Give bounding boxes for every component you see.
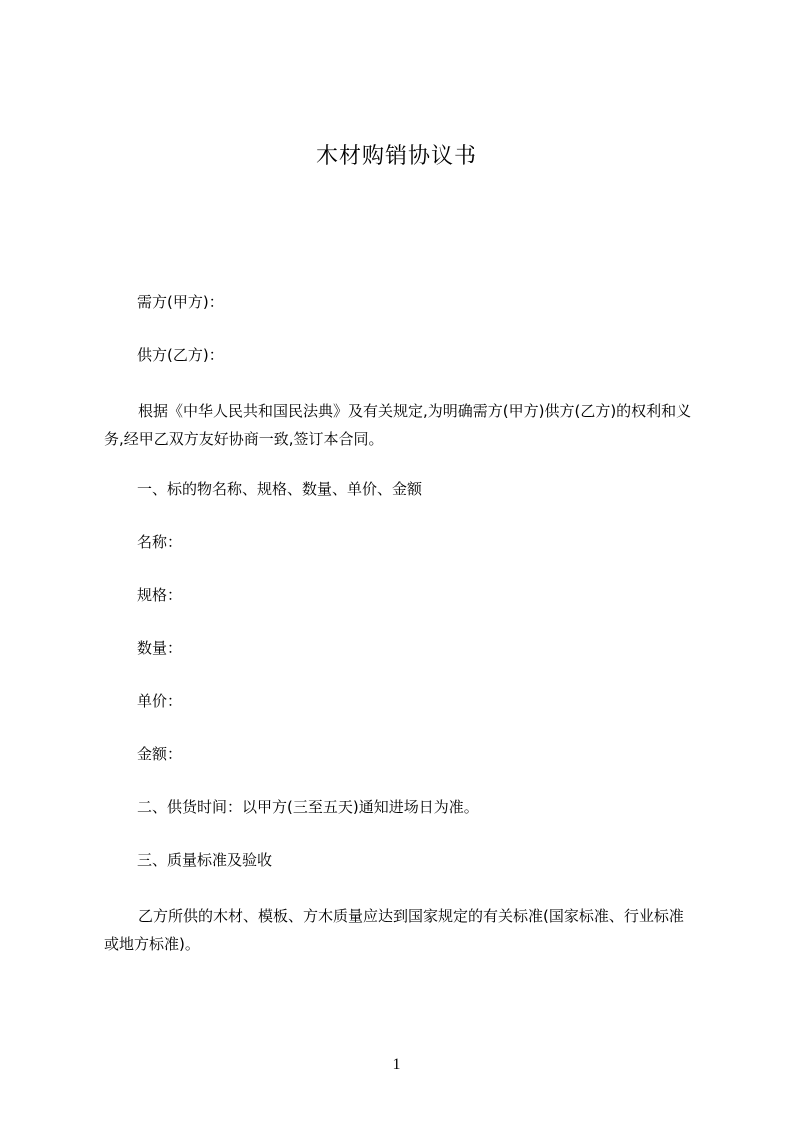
section1-heading: 一、标的物名称、规格、数量、单价、金额 xyxy=(137,480,423,498)
preamble-text: 根据《中华人民共和国民法典》及有关规定,为明确需方(甲方)供方(乙方)的权利和义务,经甲乙双方友好协商一致,签订本合同。 xyxy=(104,402,692,448)
preamble-paragraph xyxy=(104,397,694,453)
seller-label: 供方(乙方)： xyxy=(137,346,224,364)
section3-body-text: 乙方所供的木材、模板、方木质量应达到国家规定的有关标准(国家标准、行业标准或地方标准)。 xyxy=(104,907,684,953)
field-name: 名称： xyxy=(137,533,183,551)
page-number: 1 xyxy=(392,1056,401,1073)
section3-paragraph xyxy=(104,902,694,958)
field-quantity: 数量： xyxy=(137,639,183,657)
document-title: 木材购销协议书 xyxy=(315,144,477,169)
section2-heading: 二、供货时间：以甲方(三至五天)通知进场日为准。 xyxy=(137,798,479,816)
buyer-label: 需方(甲方)： xyxy=(137,293,224,311)
field-unit-price: 单价： xyxy=(137,692,183,710)
section3-heading: 三、质量标准及验收 xyxy=(137,851,273,869)
field-amount: 金额： xyxy=(137,745,183,763)
field-spec: 规格： xyxy=(137,586,183,604)
